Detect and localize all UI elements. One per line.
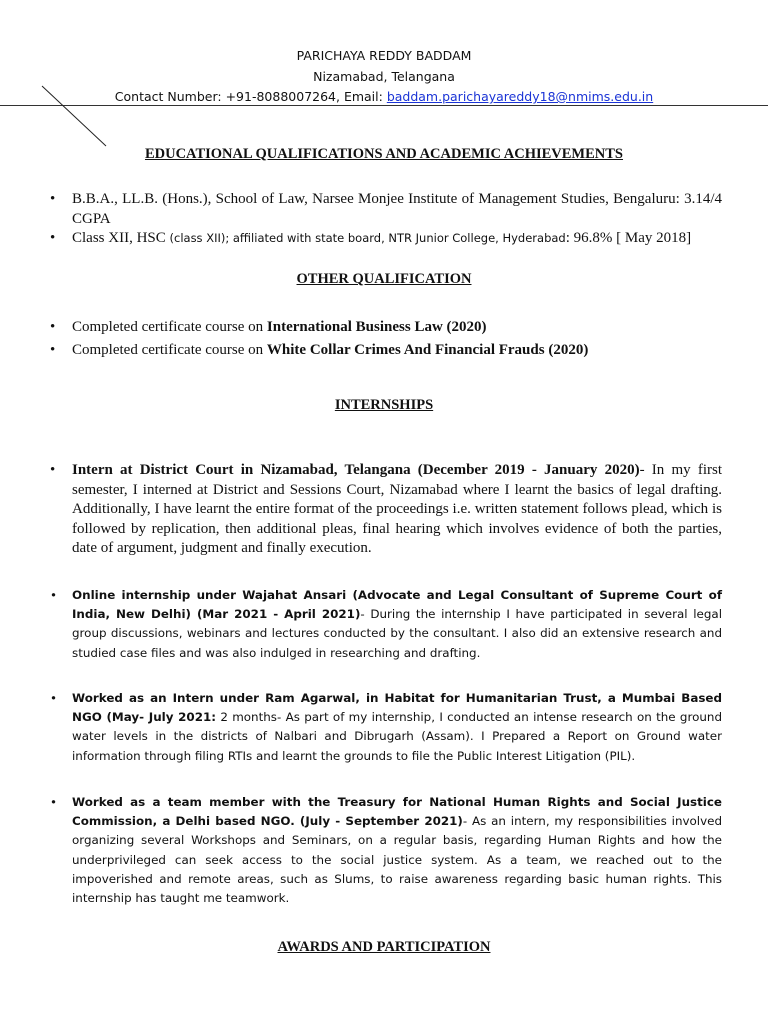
internship-description: - During the internship I have participated in several legal group discussions, webinars and lectures conducted by the consultant. I also did an extensive research and studied case files and was also indulged in researching and drafting. [72,607,722,660]
certificate-title: White Collar Crimes And Financial Frauds (2020) [266,342,589,358]
internship-description: - In my first semester, I interned at District and Sessions Court, Nizamabad where I learnt the basics of legal drafting. Additionally, I have learnt the entire format of the proceedings i.e. written statement follows plead, which is followed by replication, then additional pleas, final hearing which involves evidence of both the parties, date of argument, judgment and finally execution. [72,462,722,556]
education-list [48,190,722,249]
internship-list [48,461,722,559]
internship-title: Intern at District Court in Nizamabad, Telangana (December 2019 - January 2020) [72,462,640,478]
bullet-icon: • [50,462,56,478]
internship-title: Worked as a team member with the Treasury for National Human Rights and Social Justice Commission, a Delhi based NGO. (July - September 2021) [72,795,722,829]
internship-item [48,586,722,663]
internship-description: 2 months- As part of my internship, I conducted an intense research on the ground water levels in the districts of Nalbari and Dibrugarh (Assam). I Prepared a Report on Ground water information through filing RTIs and learnt the grounds to file the Public Interest Litigation (PIL). [72,710,722,763]
awards-heading: AWARDS AND PARTICIPATION [277,939,491,955]
internship-list [48,586,722,663]
other-qualification-list [48,316,722,362]
internship-description: - As an intern, my responsibilities involved organizing several Workshops and Seminars, on a regular basis, regarding Human Rights and how the underprivileged can seek access to the social justice system. As a team, we reached out to the impoverished and remote areas, such as Slums, to raise awareness regarding basic human rights. This internship has taught me teamwork. [72,814,722,906]
internship-list [48,793,722,908]
email-link[interactable]: baddam.parichayareddy18@nmims.edu.in [386,89,654,104]
bullet-icon: • [50,319,56,335]
internship-title: Worked as an Intern under Ram Agarwal, in Habitat for Humanitarian Trust, a Mumbai Based NGO (May- July 2021: [72,691,722,725]
contact-text: Contact Number: +91-8088007264, Email: [114,89,387,104]
candidate-name: PARICHAYA REDDY BADDAM [296,48,472,63]
certificate-prefix: Completed certificate course on [72,319,267,335]
bullet-icon: • [50,230,56,246]
education-item-lead: Class XII, HSC [72,230,170,246]
internship-item [48,689,722,766]
internship-item [48,461,722,559]
bullet-icon: • [50,795,58,809]
education-heading: EDUCATIONAL QUALIFICATIONS AND ACADEMIC ACHIEVEMENTS [144,146,624,162]
header-divider [0,105,768,106]
education-item [48,229,722,249]
diagonal-line-shape [40,84,110,148]
resume-header [0,46,768,108]
bullet-icon: • [50,588,58,602]
bullet-icon: • [50,691,58,705]
education-item-detail: (class XII); affiliated with state board, NTR Junior College, Hyderabad [169,231,566,245]
education-item [48,190,722,229]
bullet-icon: • [50,191,56,207]
other-qualification-heading: OTHER QUALIFICATION [296,271,472,287]
certificate-item [48,316,722,339]
education-item-score: : 96.8% [ May 2018] [565,230,692,246]
internship-list [48,689,722,766]
certificate-item [48,339,722,362]
education-item-text: B.B.A., LL.B. (Hons.), School of Law, Narsee Monjee Institute of Management Studies, Bengaluru: 3.14/4 CGPA [72,191,722,227]
certificate-prefix: Completed certificate course on [72,342,267,358]
certificate-title: International Business Law (2020) [266,319,487,335]
internship-title: Online internship under Wajahat Ansari (Advocate and Legal Consultant of Supreme Court of India, New Delhi) (Mar 2021 - April 2021) [72,588,722,622]
bullet-icon: • [50,342,56,358]
internships-heading: INTERNSHIPS [334,397,434,413]
candidate-location: Nizamabad, Telangana [313,68,455,84]
internship-item [48,793,722,908]
